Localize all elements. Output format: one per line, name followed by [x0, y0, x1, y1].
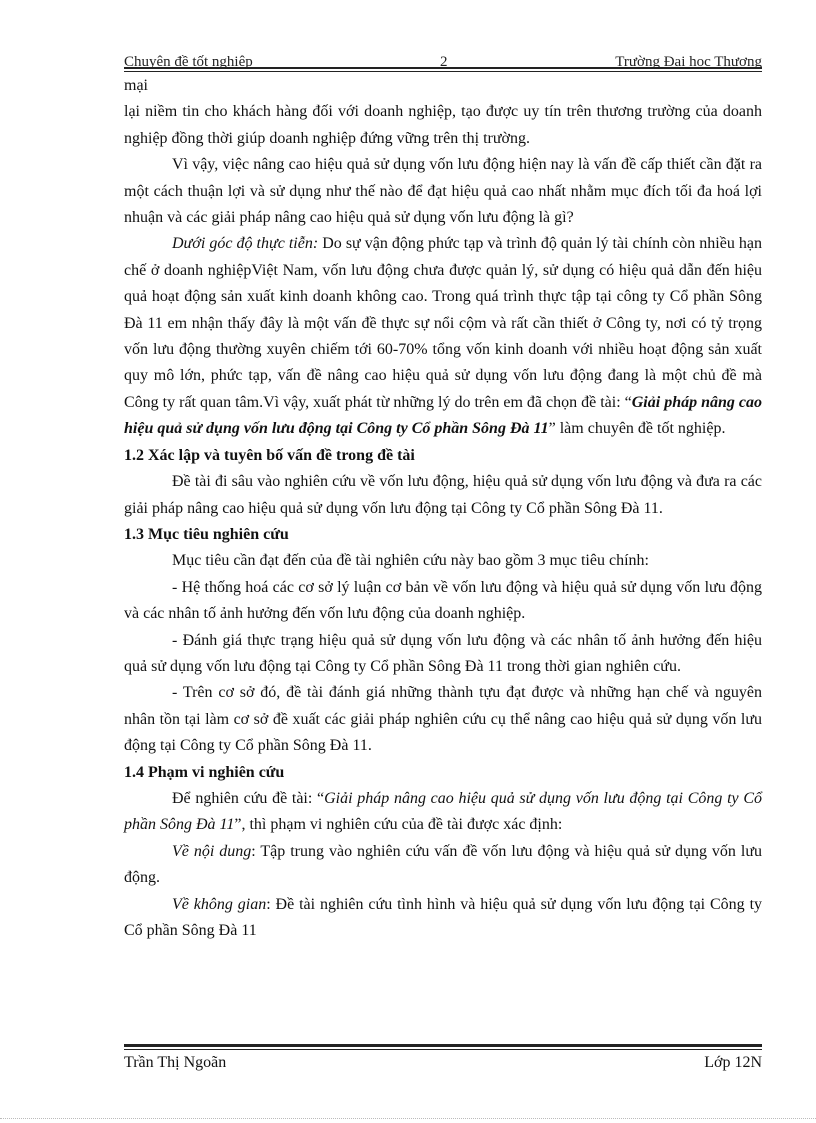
header-wrap-text: mại	[124, 77, 148, 94]
header-rule	[124, 67, 762, 72]
paragraph-practical	[124, 231, 762, 442]
thesis-title: Giải pháp nâng cao hiệu quả sử dụng vốn lưu động tại Công ty Cổ phần Sông Đà 11	[124, 393, 762, 438]
footer-author: Trần Thị Ngoãn	[124, 1054, 227, 1071]
header-document-type: Chuyên đề tốt nghiệp	[124, 54, 253, 70]
paragraph-lead: Dưới góc độ thực tiễn:	[172, 235, 319, 253]
objective-item: - Đánh giá thực trạng hiệu quả sử dụng vốn lưu động và các nhân tố ảnh hưởng đến hiệu quả sử dụng vốn lưu động tại Công ty Cổ phần Sông Đà 11 trong thời gian nghiên cứu.	[124, 631, 762, 675]
header-page-number: 2	[440, 54, 448, 70]
document-body	[124, 73, 762, 944]
objective-item: - Hệ thống hoá các cơ sở lý luận cơ bản về vốn lưu động và hiệu quả sử dụng vốn lưu động và các nhân tố ảnh hưởng đến vốn lưu động của doanh nghiệp.	[124, 578, 762, 623]
paragraph-scope-intro	[124, 786, 762, 839]
thesis-title: Giải pháp nâng cao hiệu quả sử dụng vốn lưu động tại Công ty Cổ phần Sông Đà 11	[124, 789, 762, 834]
scope-label: Về không gian	[172, 895, 267, 913]
paragraph-text: : Tập trung vào nghiên cứu vấn đề vốn lưu động và hiệu quả sử dụng vốn lưu động.	[124, 842, 763, 887]
scope-label: Về nội dung	[172, 842, 252, 860]
paragraph-text: ” làm chuyên đề tốt nghiệp.	[548, 420, 726, 438]
scope-space	[124, 892, 762, 945]
paragraph: Mục tiêu cần đạt đến của đề tài nghiên cứu này bao gồm 3 mục tiêu chính:	[172, 552, 649, 570]
scope-content	[124, 839, 762, 892]
footer-rule	[124, 1044, 762, 1050]
objective-item: - Trên cơ sở đó, đề tài đánh giá những thành tựu đạt được và những hạn chế và nguyên nhân tồn tại làm cơ sở đề xuất các giải pháp nghiên cứu cụ thể nâng cao hiệu quả sử dụng vốn lưu động tại Công ty Cổ phần Sông Đà 11.	[124, 684, 762, 755]
page-footer	[124, 1052, 762, 1074]
paragraph-text: : Đề tài nghiên cứu tình hình và hiệu quả sử dụng vốn lưu động tại Công ty Cổ phần Sông Đà 11	[124, 895, 763, 939]
paragraph-text: ”, thì phạm vi nghiên cứu của đề tài được xác định:	[234, 816, 563, 834]
paragraph: Đề tài đi sâu vào nghiên cứu về vốn lưu động, hiệu quả sử dụng vốn lưu động và đưa ra các giải pháp nâng cao hiệu quả sử dụng vốn lưu động tại Công ty Cổ phần Sông Đà 11.	[124, 473, 762, 517]
section-heading-1-3: 1.3 Mục tiêu nghiên cứu	[124, 525, 289, 543]
paragraph-text: Do sự vận động phức tạp và trình độ quản lý tài chính còn nhiều hạn chế ở doanh nghiệpViệt Nam, vốn lưu động chưa được quản lý, sử dụng có hiệu quả dẫn đến hiệu quả hoạt động sản xuất kinh doanh không cao. Trong quá trình thực tập tại công ty Cổ phần Sông Đà 11 em nhận thấy đây là một vấn đề thực sự nổi cộm và rất cần thiết ở Công ty, nơi có tỷ trọng vốn lưu động thường xuyên chiếm tới 60-70% tổng vốn kinh doanh với nhiều hoạt động sản xuất quy mô lớn, phức tạp, vấn đề nâng cao hiệu quả sử dụng vốn lưu động đang là một chủ đề mà Công ty rất quan tâm.Vì vậy, xuất phát từ những lý do trên em đã chọn đề tài: “	[124, 235, 763, 411]
header-institution: Trường Đại học Thương	[615, 54, 762, 70]
footer-class: Lớp 12N	[704, 1054, 762, 1071]
paragraph: Vì vậy, việc nâng cao hiệu quả sử dụng vốn lưu động hiện nay là vấn đề cấp thiết cần đặt ra một cách thuận lợi và sử dụng như thế nào để đạt hiệu quả cao nhất nhằm mục đích tối đa hoá lợi nhuận và các giải pháp nâng cao hiệu quả sử dụng vốn lưu động là gì?	[124, 156, 762, 227]
section-heading-1-2: 1.2 Xác lập và tuyên bố vấn đề trong đề tài	[124, 446, 415, 464]
page-edge	[0, 1118, 816, 1119]
section-heading-1-4: 1.4 Phạm vi nghiên cứu	[124, 763, 285, 781]
paragraph-text: Để nghiên cứu đề tài: “	[172, 789, 325, 807]
paragraph: lại niềm tin cho khách hàng đối với doanh nghiệp, tạo được uy tín trên thương trường của doanh nghiệp đồng thời giúp doanh nghiệp đứng vững trên thị trường.	[124, 103, 762, 147]
